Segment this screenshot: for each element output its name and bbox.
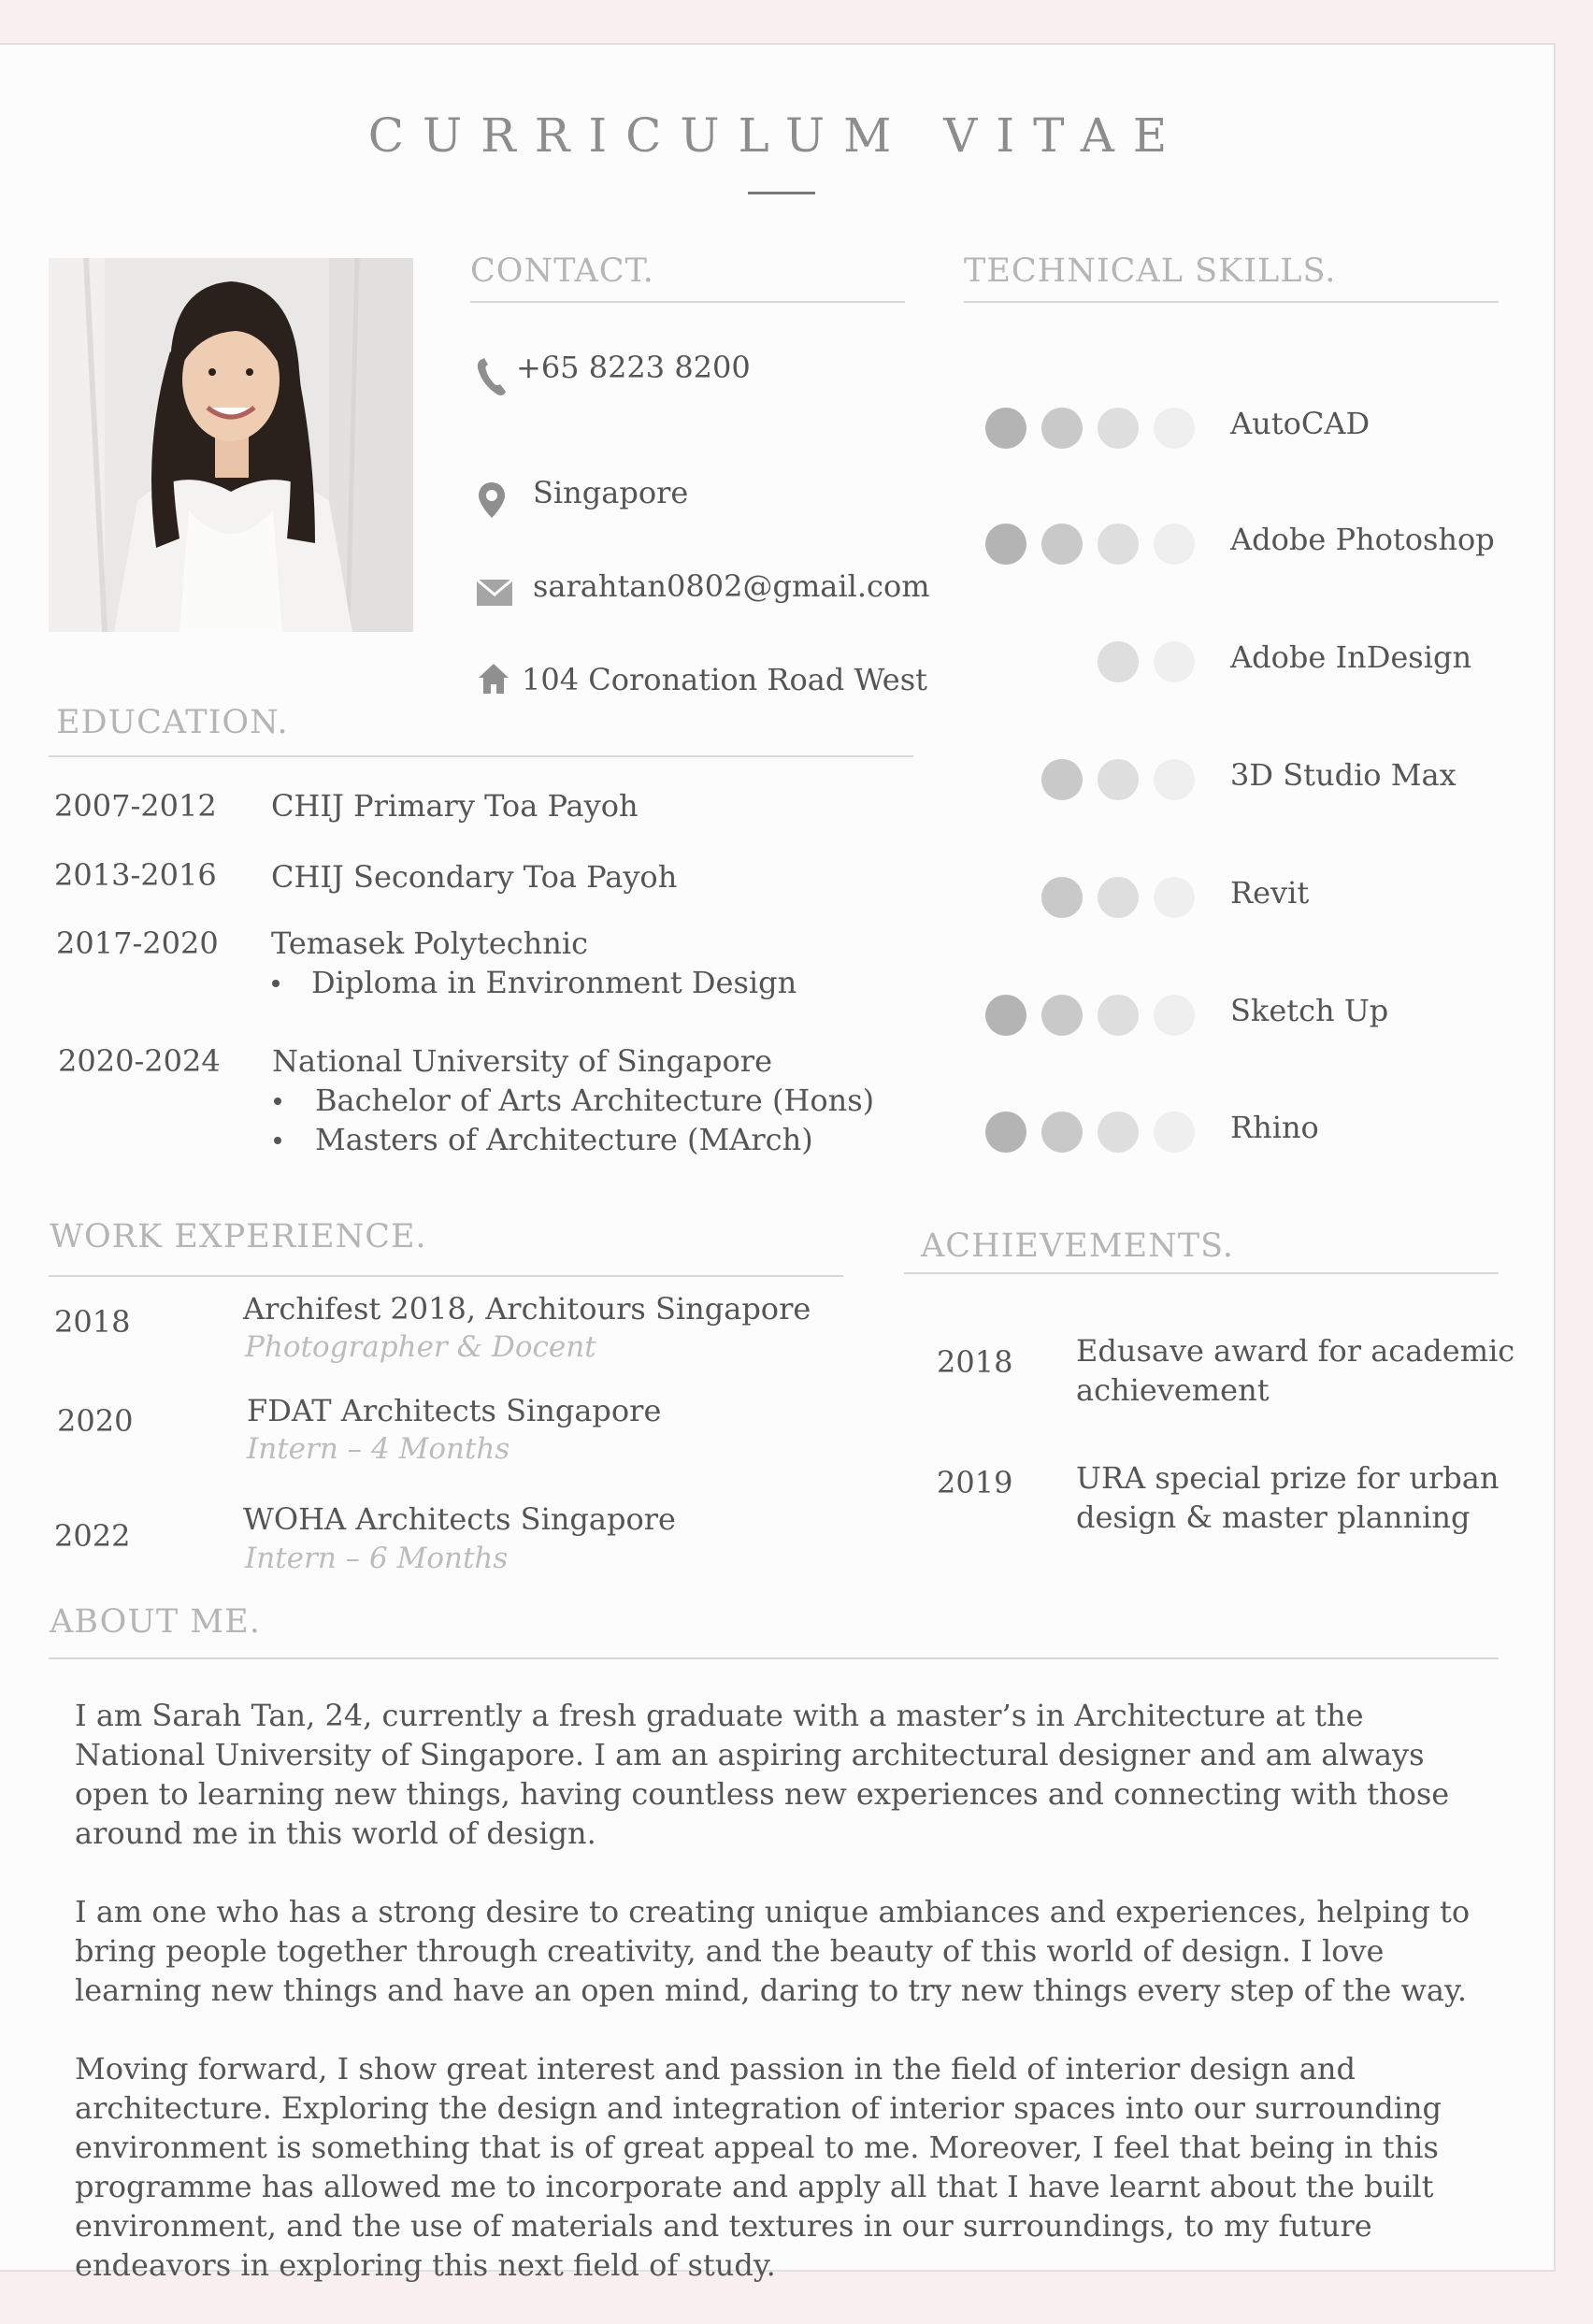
education-school: CHIJ Secondary Toa Payoh [271, 859, 678, 895]
skill-level-dot [1098, 1112, 1139, 1153]
home-icon [477, 662, 510, 696]
achievement-text: Edusave award for academic [1076, 1333, 1515, 1369]
skill-level-dot [985, 1112, 1026, 1153]
contact-address: 104 Coronation Road West [522, 662, 927, 697]
work-role: Photographer & Docent [245, 1330, 596, 1364]
achievement-text: achievement [1076, 1372, 1270, 1408]
skill-level-dot [985, 524, 1026, 565]
skill-level-dot [1154, 524, 1195, 565]
skill-level-dot [1041, 408, 1083, 449]
work-year: 2018 [54, 1304, 131, 1340]
bullet [274, 1137, 281, 1144]
about-text [75, 1696, 1477, 2324]
skill-level-dot [1154, 1112, 1195, 1153]
contact-phone: +65 8223 8200 [516, 350, 751, 385]
about-paragraph: I am Sarah Tan, 24, currently a fresh graduate with a master’s in Architecture at the National University of Singapore. I am an aspiring architectural designer and am always open to learning new things, having countless new experiences and connecting with those around me in this world of design. [75, 1698, 1450, 1851]
skill-name: Adobe Photoshop [1230, 522, 1495, 557]
skill-level-dot [1154, 641, 1195, 682]
skill-level-dot [1098, 995, 1139, 1036]
skill-level-dot [985, 408, 1026, 449]
education-years: 2017-2020 [56, 925, 219, 961]
education-school: CHIJ Primary Toa Payoh [271, 788, 639, 824]
education-years: 2013-2016 [54, 857, 217, 893]
bullet [274, 1097, 281, 1105]
skill-level-dot [1041, 995, 1083, 1036]
phone-icon [475, 355, 509, 398]
achievements-divider [904, 1272, 1499, 1274]
contact-location: Singapore [533, 475, 689, 510]
education-school: National University of Singapore [272, 1043, 773, 1079]
skill-level-dot [1154, 408, 1195, 449]
about-paragraph: I am one who has a strong desire to creating unique ambiances and experiences, helping to bring people together through creativity, and the beauty of this world of design. I love learning new things and have an open mind, daring to try new things every step of the way. [75, 1894, 1471, 2008]
achievement-year: 2019 [937, 1465, 1013, 1500]
work-role: Intern – 6 Months [245, 1542, 509, 1575]
skill-level-dot [1041, 524, 1083, 565]
skill-level-dot [1154, 759, 1195, 800]
skill-level-dot [1041, 1112, 1083, 1153]
education-detail: Masters of Architecture (MArch) [315, 1122, 813, 1157]
education-divider [49, 755, 913, 757]
contact-divider [470, 301, 905, 303]
skills-heading: TECHNICAL SKILLS. [964, 252, 1337, 290]
work-year: 2022 [54, 1518, 131, 1554]
skill-name: Adobe InDesign [1230, 639, 1472, 675]
achievements-heading: ACHIEVEMENTS. [921, 1227, 1234, 1265]
education-heading: EDUCATION. [56, 704, 289, 741]
work-organization: FDAT Architects Singapore [247, 1393, 662, 1428]
skill-name: Rhino [1230, 1110, 1319, 1145]
about-heading: ABOUT ME. [50, 1603, 261, 1641]
contact-email[interactable]: sarahtan0802@gmail.com [533, 568, 930, 604]
work-divider [49, 1275, 843, 1277]
achievement-text: URA special prize for urban [1076, 1460, 1500, 1496]
skill-level-dot [1098, 524, 1139, 565]
achievement-text: design & master planning [1076, 1499, 1471, 1535]
skill-level-dot [1041, 759, 1083, 800]
education-years: 2020-2024 [58, 1043, 221, 1079]
skill-name: AutoCAD [1230, 406, 1371, 441]
location-pin-icon [477, 481, 507, 520]
contact-heading: CONTACT. [470, 252, 654, 290]
skill-level-dot [1098, 759, 1139, 800]
skill-name: 3D Studio Max [1230, 757, 1457, 793]
page-title: CURRICULUM VITAE [367, 108, 1186, 163]
bullet [272, 980, 280, 987]
skill-level-dot [985, 995, 1026, 1036]
about-divider [49, 1657, 1499, 1659]
skills-divider [964, 301, 1499, 303]
education-school: Temasek Polytechnic [271, 925, 589, 961]
skill-name: Sketch Up [1230, 993, 1389, 1028]
profile-photo [49, 258, 413, 632]
education-detail: Bachelor of Arts Architecture (Hons) [315, 1083, 875, 1118]
skill-level-dot [1098, 641, 1139, 682]
education-years: 2007-2012 [54, 788, 217, 824]
work-heading: WORK EXPERIENCE. [50, 1218, 427, 1255]
skill-name: Revit [1230, 875, 1310, 911]
skill-level-dot [1154, 877, 1195, 918]
skill-level-dot [1098, 877, 1139, 918]
work-role: Intern – 4 Months [247, 1432, 510, 1466]
cv-page [0, 43, 1556, 2283]
envelope-icon [477, 580, 512, 606]
title-divider [748, 192, 815, 194]
skill-level-dot [1041, 877, 1083, 918]
work-organization: Archifest 2018, Architours Singapore [243, 1291, 811, 1327]
education-detail: Diploma in Environment Design [311, 965, 797, 1000]
achievement-year: 2018 [937, 1344, 1013, 1380]
about-paragraph: Moving forward, I show great interest and passion in the field of interior design and architecture. Exploring the design and integration of interior spaces into our surrounding environment is something that is of great appeal to me. Moreover, I feel that being in this programme has allowed me to incorporate and apply all that I have learnt about the built environment, and the use of materials and textures in our surroundings, to my future endeavors in exploring this next field of study. [75, 2051, 1442, 2283]
skill-level-dot [1154, 995, 1195, 1036]
work-organization: WOHA Architects Singapore [243, 1501, 676, 1537]
skill-level-dot [1098, 408, 1139, 449]
work-year: 2020 [57, 1403, 134, 1439]
